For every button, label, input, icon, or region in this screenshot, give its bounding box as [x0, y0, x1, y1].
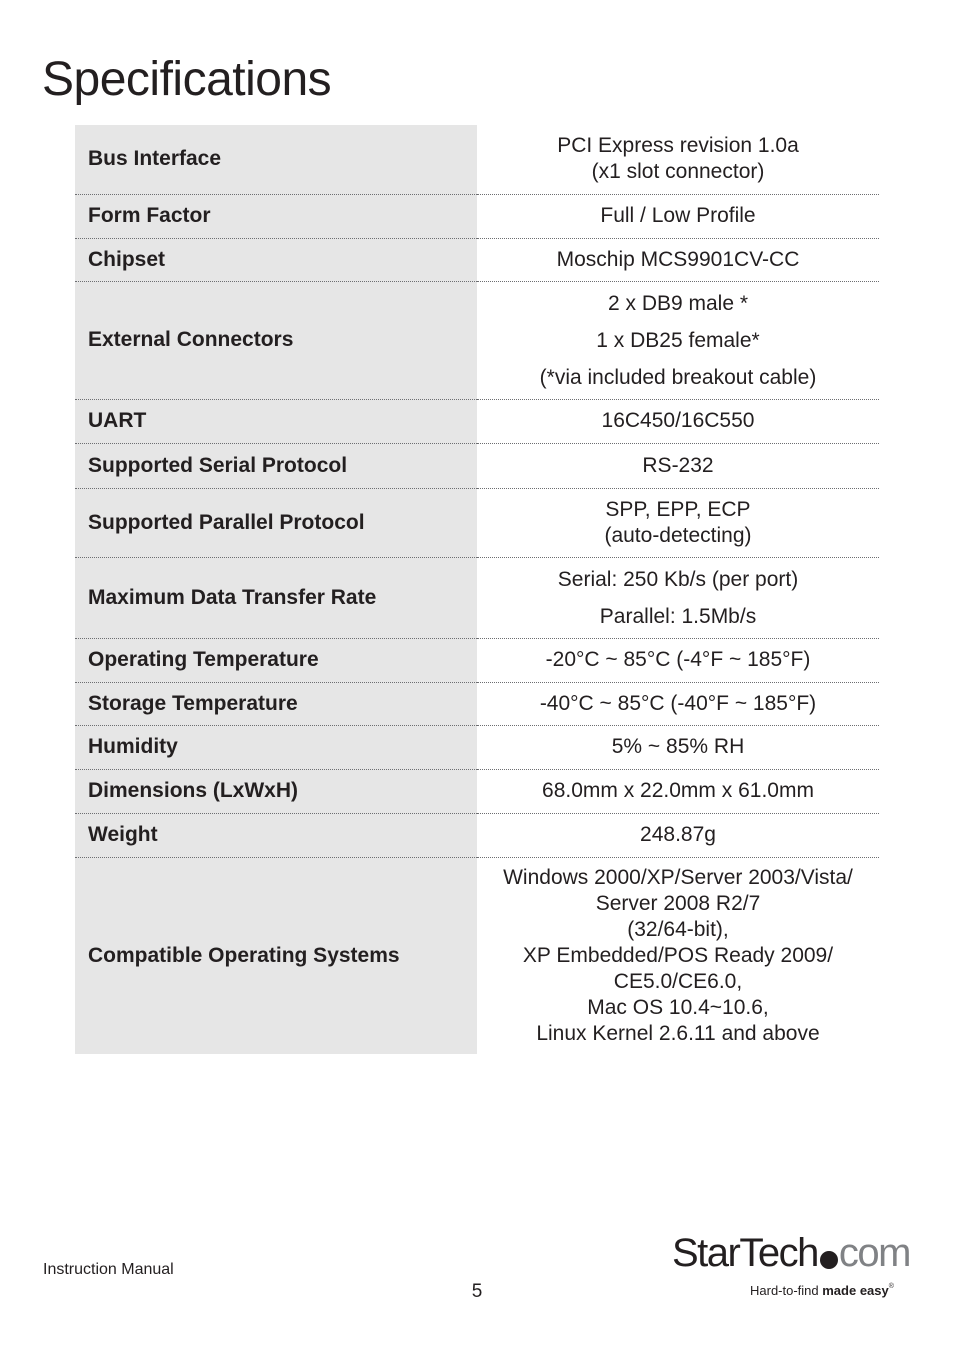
spec-value — [477, 725, 879, 769]
page-number: 5 — [471, 1281, 483, 1302]
spec-value — [477, 857, 879, 1054]
spec-value-line: (auto-detecting) — [604, 523, 752, 547]
spec-row-storage-temperature — [75, 682, 879, 725]
spec-row-humidity — [75, 725, 879, 769]
logo-dot-icon — [820, 1251, 838, 1269]
spec-value — [477, 557, 879, 638]
spec-value-line: 1 x DB25 female* — [596, 328, 760, 352]
spec-label: Weight — [75, 813, 477, 857]
specifications-table — [75, 125, 879, 1054]
spec-row-chipset — [75, 238, 879, 281]
logo-wordmark — [672, 1228, 910, 1278]
logo-tld: com — [838, 1231, 910, 1275]
spec-value-line: 16C450/16C550 — [601, 409, 755, 432]
logo-tagline — [750, 1283, 894, 1298]
spec-value — [477, 125, 879, 194]
spec-label: Chipset — [75, 238, 477, 281]
spec-value-line: 68.0mm x 22.0mm x 61.0mm — [542, 779, 814, 802]
spec-value — [477, 813, 879, 857]
spec-value — [477, 769, 879, 813]
spec-value-line: Server 2008 R2/7 — [595, 891, 761, 915]
spec-value — [477, 443, 879, 488]
spec-value-line: RS-232 — [642, 453, 714, 477]
spec-row-bus-interface — [75, 125, 879, 194]
spec-label: UART — [75, 399, 477, 443]
spec-value-line: Linux Kernel 2.6.11 and above — [536, 1021, 820, 1045]
tagline-regular: Hard-to-find — [750, 1283, 823, 1298]
registered-mark: ® — [888, 1283, 894, 1290]
spec-row-external-connectors — [75, 281, 879, 399]
spec-row-weight — [75, 813, 879, 857]
spec-value-line: (32/64-bit), — [627, 917, 729, 941]
spec-value-line: Moschip MCS9901CV-CC — [556, 247, 800, 271]
tagline-strong: made easy — [822, 1283, 889, 1298]
spec-row-compatible-operating-systems — [75, 857, 879, 1054]
spec-value-line: -40°C ~ 85°C (-40°F ~ 185°F) — [539, 691, 817, 715]
spec-value — [477, 281, 879, 399]
spec-value — [477, 238, 879, 281]
spec-row-supported-serial-protocol — [75, 443, 879, 488]
spec-label: Supported Serial Protocol — [75, 443, 477, 488]
spec-value-line: (*via included breakout cable) — [539, 365, 817, 389]
spec-row-uart — [75, 399, 879, 443]
spec-row-supported-parallel-protocol — [75, 488, 879, 557]
spec-value — [477, 682, 879, 725]
spec-label: Supported Parallel Protocol — [75, 488, 477, 557]
logo-brand: StarTech — [672, 1231, 818, 1275]
spec-value-line: Parallel: 1.5Mb/s — [599, 604, 757, 628]
spec-label: Maximum Data Transfer Rate — [75, 557, 477, 638]
spec-value-line: 248.87g — [640, 823, 716, 846]
spec-value-line: Full / Low Profile — [600, 204, 756, 227]
spec-value-line: Serial: 250 Kb/s (per port) — [557, 567, 799, 591]
spec-row-operating-temperature — [75, 638, 879, 682]
spec-value-line: SPP, EPP, ECP — [605, 497, 751, 521]
spec-value-line: 2 x DB9 male * — [607, 291, 749, 315]
footer-manual-label: Instruction Manual — [43, 1261, 174, 1278]
spec-value-line: 5% ~ 85% RH — [611, 735, 745, 758]
spec-row-maximum-data-transfer-rate — [75, 557, 879, 638]
spec-row-form-factor — [75, 194, 879, 238]
spec-label: Storage Temperature — [75, 682, 477, 725]
spec-value — [477, 194, 879, 238]
spec-label: Operating Temperature — [75, 638, 477, 682]
spec-value-line: Mac OS 10.4~10.6, — [587, 995, 769, 1019]
page-title: Specifications — [42, 53, 332, 106]
spec-value — [477, 488, 879, 557]
spec-label: Bus Interface — [75, 125, 477, 194]
spec-value-line: CE5.0/CE6.0, — [613, 969, 743, 993]
spec-label: Compatible Operating Systems — [75, 857, 477, 1054]
spec-value-line: (x1 slot connector) — [591, 160, 765, 184]
spec-label: Humidity — [75, 725, 477, 769]
spec-value — [477, 399, 879, 443]
spec-value-line: PCI Express revision 1.0a — [557, 134, 799, 158]
startech-logo — [672, 1228, 912, 1308]
spec-label: Form Factor — [75, 194, 477, 238]
spec-row-dimensions — [75, 769, 879, 813]
spec-value-line: XP Embedded/POS Ready 2009/ — [522, 943, 834, 967]
spec-label: Dimensions (LxWxH) — [75, 769, 477, 813]
spec-value-line: Windows 2000/XP/Server 2003/Vista/ — [503, 865, 853, 889]
spec-label: External Connectors — [75, 281, 477, 399]
spec-value-line: -20°C ~ 85°C (-4°F ~ 185°F) — [545, 648, 811, 671]
spec-value — [477, 638, 879, 682]
